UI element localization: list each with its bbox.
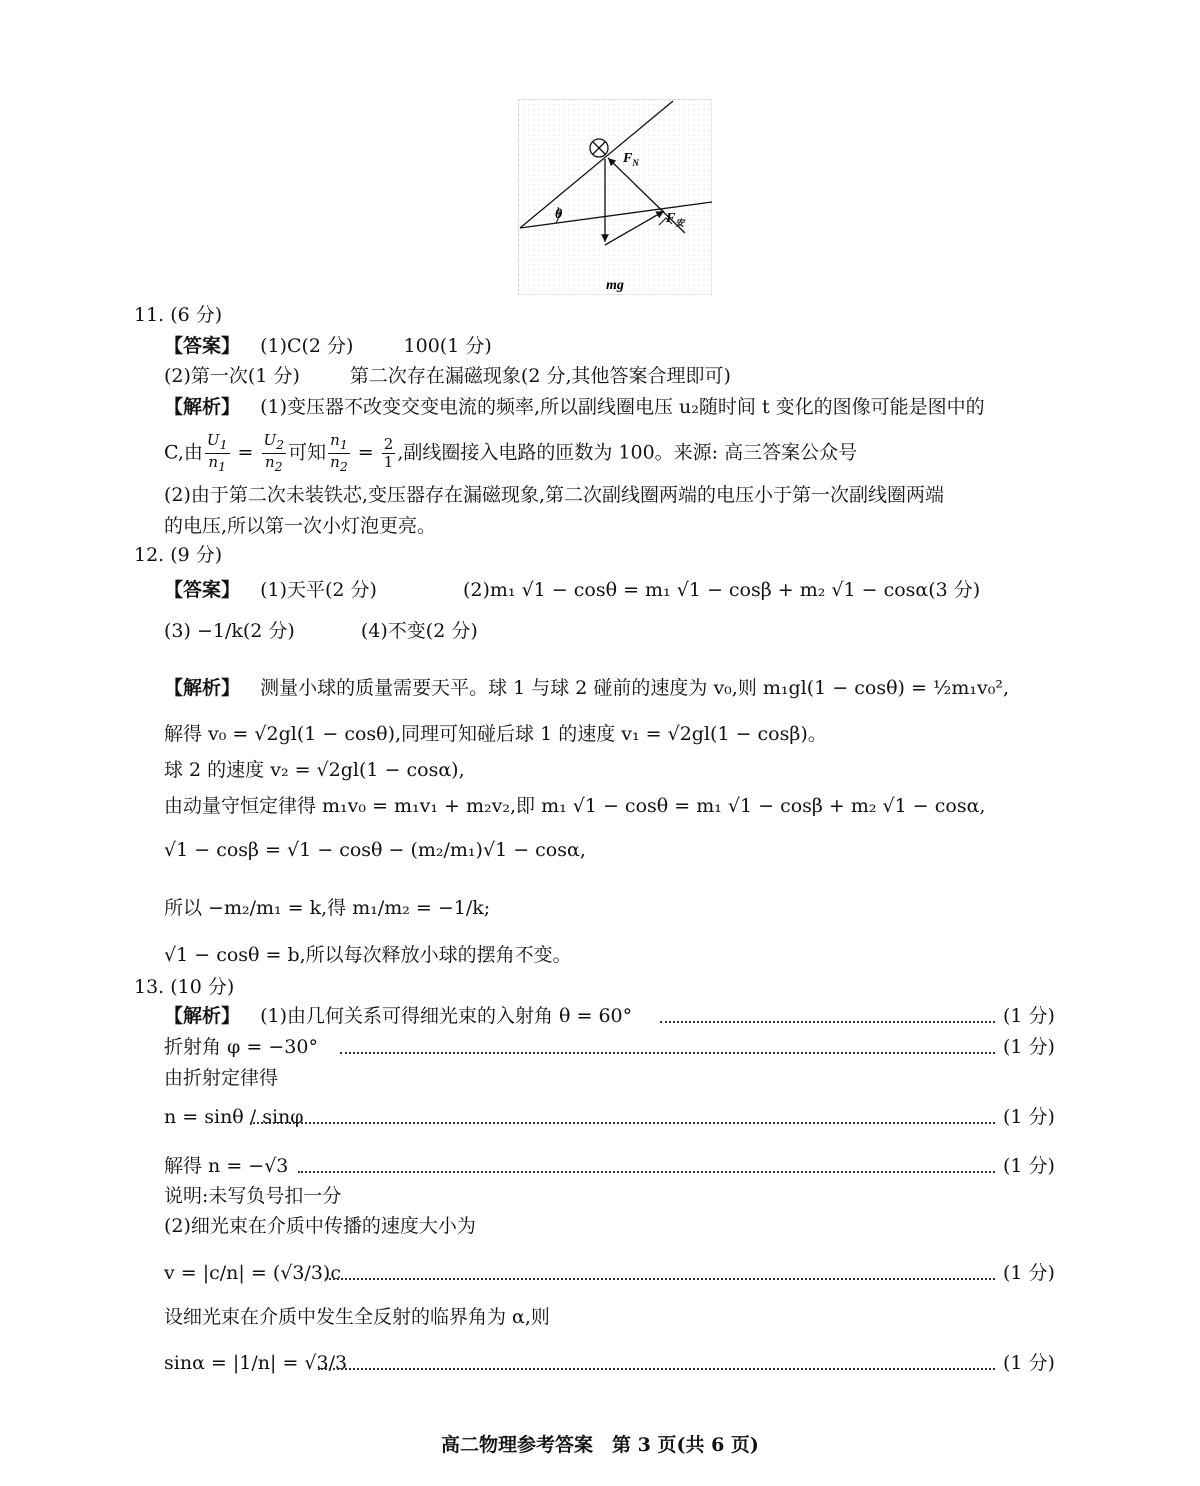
- frac-n1-n2: $\frac{n_1}{n_2}$: [330, 431, 348, 474]
- figure-background: [518, 99, 712, 295]
- frac-u1-n1: $\frac{U_1}{n_1}$: [206, 431, 228, 474]
- label-fn: $F_N$: [623, 151, 639, 168]
- q12-analysis1: 测量小球的质量需要天平。球 1 与球 2 碰前的速度为 v₀,则 m₁gl(1 − cosθ) = ½m₁v₀²,: [260, 677, 1009, 699]
- q13-text10: sinα = |1/n| = √3/3: [164, 1352, 348, 1374]
- q11-analysis2-a: C,由: [164, 441, 203, 464]
- q11-analysis1: (1)变压器不改变交变电流的频率,所以副线圈电压 u₂随时间 t 变化的图像可能是图中的: [260, 396, 985, 418]
- q11-analysis3: (2)由于第二次未装铁芯,变压器存在漏磁现象,第二次副线圈两端的电压小于第一次副线圈两端: [164, 484, 944, 506]
- q13-text2: 折射角 φ = −30°: [164, 1036, 318, 1058]
- q13-text7: (2)细光束在介质中传播的速度大小为: [164, 1215, 476, 1237]
- q12-heading: 12. (9 分): [134, 544, 223, 566]
- q13-text1: (1)由几何关系可得细光束的入射角 θ = 60°: [260, 1005, 633, 1027]
- q12-analysis2: 解得 v₀ = √2gl(1 − cosθ),同理可知碰后球 1 的速度 v₁ = √2gl(1 − cosβ)。: [164, 723, 827, 745]
- label-f-an: $F_安$: [666, 211, 685, 228]
- point-label: (1 分): [1003, 1262, 1055, 1284]
- point-label: (1 分): [1003, 1352, 1055, 1374]
- point-label: (1 分): [1003, 1155, 1055, 1177]
- point-label: (1 分): [1003, 1005, 1055, 1027]
- point-label: (1 分): [1003, 1036, 1055, 1058]
- analysis-tag: 【解析】: [164, 677, 241, 699]
- force-diagram-svg: [518, 99, 712, 295]
- q12-answer2: (2)m₁ √1 − cosθ = m₁ √1 − cosβ + m₂ √1 − cosα(3 分): [462, 579, 981, 601]
- q13-text9: 设细光束在介质中发生全反射的临界角为 α,则: [164, 1306, 550, 1328]
- q11-heading: 11. (6 分): [134, 304, 223, 326]
- q11-analysis-line2: C,由 $\frac{U_1}{n_1}$ = $\frac{U_2}{n_2}$ 可知 $\frac{n_1}{n_2}$ = $\frac{2}{1}$ ,副线圈接入电路的匝数为 100。来源: 高三答案公众号: [164, 431, 858, 474]
- q13-heading: 13. (10 分): [134, 976, 235, 998]
- q11-answer1b: 100(1 分): [403, 335, 492, 357]
- q12-answer3: (3) −1/k(2 分): [164, 620, 295, 642]
- leader-dots: [250, 1122, 995, 1124]
- q12-analysis4: 由动量守恒定律得 m₁v₀ = m₁v₁ + m₂v₂,即 m₁ √1 − cosθ = m₁ √1 − cosβ + m₂ √1 − cosα,: [164, 795, 986, 817]
- label-mg: mg: [606, 278, 624, 293]
- point-label: (1 分): [1003, 1106, 1055, 1128]
- answer-tag: 【答案】: [164, 579, 241, 601]
- q12-answer4: (4)不变(2 分): [360, 620, 478, 642]
- q13-text5: 解得 n = −√3: [164, 1155, 289, 1177]
- analysis-tag: 【解析】: [164, 396, 241, 418]
- q13-text4: n = sinθ / sinφ: [164, 1106, 304, 1128]
- frac-2-1: $\frac{2}{1}$: [383, 435, 394, 471]
- q12-analysis3: 球 2 的速度 v₂ = √2gl(1 − cosα),: [164, 759, 465, 781]
- q11-answer-line2: [164, 364, 731, 388]
- force-diagram: [518, 99, 712, 295]
- leader-dots: [340, 1052, 995, 1054]
- leader-dots: [660, 1021, 995, 1023]
- q11-answer-line1: [164, 334, 492, 358]
- leader-dots: [325, 1278, 995, 1280]
- analysis-tag: 【解析】: [164, 1005, 241, 1027]
- q11-analysis-line1: [164, 395, 985, 419]
- page-footer: 高二物理参考答案 第 3 页(共 6 页): [441, 1434, 759, 1456]
- q12-answer-line1: [164, 578, 980, 602]
- label-theta: θ: [555, 207, 563, 222]
- frac-u2-n2: $\frac{U_2}{n_2}$: [263, 431, 285, 474]
- q12-analysis7: √1 − cosθ = b,所以每次释放小球的摆角不变。: [164, 944, 572, 966]
- q11-answer2b: 第二次存在漏磁现象(2 分,其他答案合理即可): [349, 365, 731, 387]
- q13-text6: 说明:未写负号扣一分: [164, 1185, 342, 1207]
- q11-analysis2-b: 可知: [288, 441, 327, 464]
- q11-answer1: (1)C(2 分): [260, 335, 354, 357]
- q12-answer-line2: [164, 619, 478, 643]
- leader-dots: [318, 1368, 995, 1370]
- q12-analysis5: √1 − cosβ = √1 − cosθ − (m₂/m₁)√1 − cosα,: [164, 839, 586, 861]
- q13-text8: v = |c/n| = (√3/3)c: [164, 1262, 341, 1284]
- q13-line1: [164, 1004, 632, 1028]
- answer-tag: 【答案】: [164, 335, 241, 357]
- q12-analysis-line1: [164, 676, 1009, 700]
- leader-dots: [298, 1171, 995, 1173]
- q13-text3: 由折射定律得: [164, 1067, 279, 1089]
- q12-analysis6: 所以 −m₂/m₁ = k,得 m₁/m₂ = −1/k;: [164, 897, 491, 919]
- q11-analysis4: 的电压,所以第一次小灯泡更亮。: [164, 515, 437, 537]
- q11-answer2: (2)第一次(1 分): [164, 365, 300, 387]
- q12-answer1: (1)天平(2 分): [260, 579, 377, 601]
- q11-analysis2-c: ,副线圈接入电路的匝数为 100。来源: 高三答案公众号: [397, 441, 858, 464]
